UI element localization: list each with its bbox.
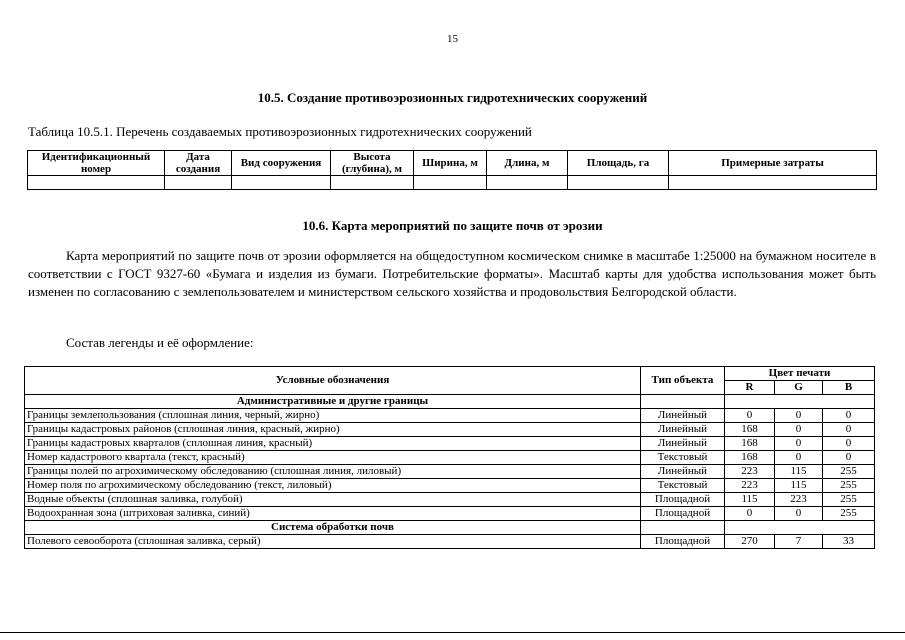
color-r-value: 115 [725, 493, 775, 507]
table-row [25, 437, 875, 451]
legend-item-name: Водоохранная зона (штриховая заливка, синий) [25, 507, 641, 521]
table-cell [28, 176, 165, 190]
table-header-row [28, 151, 877, 176]
col-date: Дата создания [165, 151, 232, 176]
section-heading-10-6: 10.6. Карта мероприятий по защите почв от эрозии [302, 218, 603, 233]
body-paragraph [28, 247, 876, 301]
table-cell [725, 521, 875, 535]
color-r-value: 0 [725, 409, 775, 423]
legend-item-name: Границы землепользования (сплошная линия, черный, жирно) [25, 409, 641, 423]
legend-section-row [25, 521, 875, 535]
legend-item-name: Границы полей по агрохимическому обследованию (сплошная линия, лиловый) [25, 465, 641, 479]
legend-item-type: Линейный [641, 465, 725, 479]
color-r-value: 168 [725, 423, 775, 437]
col-id: Идентификационный номер [28, 151, 165, 176]
table-cell [232, 176, 331, 190]
col-length: Длина, м [487, 151, 568, 176]
color-g-value: 115 [775, 479, 823, 493]
col-area: Площадь, га [568, 151, 669, 176]
color-r-value: 223 [725, 479, 775, 493]
table-row [25, 507, 875, 521]
legend-item-type: Линейный [641, 423, 725, 437]
legend-item-type: Площадной [641, 507, 725, 521]
color-r-value: 270 [725, 535, 775, 549]
legend-header-row [25, 367, 875, 381]
color-r-value: 168 [725, 437, 775, 451]
table-row [25, 423, 875, 437]
page-number: 15 [447, 33, 458, 45]
color-g-value: 0 [775, 507, 823, 521]
table-row [25, 451, 875, 465]
col-g: G [775, 381, 823, 395]
color-b-value: 255 [823, 507, 875, 521]
col-r: R [725, 381, 775, 395]
color-g-value: 0 [775, 423, 823, 437]
col-b: B [823, 381, 875, 395]
legend-section-row [25, 395, 875, 409]
color-b-value: 33 [823, 535, 875, 549]
table-caption: Таблица 10.5.1. Перечень создаваемых противоэрозионных гидротехнических сооружений [28, 124, 532, 139]
color-g-value: 0 [775, 437, 823, 451]
color-g-value: 7 [775, 535, 823, 549]
table-cell [568, 176, 669, 190]
legend-table [24, 366, 875, 549]
color-b-value: 255 [823, 479, 875, 493]
color-g-value: 115 [775, 465, 823, 479]
table-cell [669, 176, 877, 190]
table-cell [165, 176, 232, 190]
page-edge-rule [0, 632, 905, 633]
color-b-value: 255 [823, 493, 875, 507]
legend-item-name: Границы кадастровых районов (сплошная линия, красный, жирно) [25, 423, 641, 437]
col-symbols: Условные обозначения [25, 367, 641, 395]
table-row [25, 535, 875, 549]
table-cell [331, 176, 414, 190]
table-cell [414, 176, 487, 190]
color-g-value: 0 [775, 409, 823, 423]
color-b-value: 0 [823, 451, 875, 465]
color-r-value: 223 [725, 465, 775, 479]
legend-item-name: Границы кадастровых кварталов (сплошная линия, красный) [25, 437, 641, 451]
paragraph-text: Карта мероприятий по защите почв от эрозии оформляется на общедоступном космическом снимке в масштабе 1:25000 на бумажном носителе в соответствии с ГОСТ 9327-60 «Бумага и изделия из бумаги. Потребительские форматы». Масштаб карты для удобства использования может быть изменен по согласованию с землепользователем и министерством сельского хозяйства и продовольствия Белгородской области. [28, 248, 876, 299]
legend-section-title: Система обработки почв [25, 521, 641, 535]
legend-body [25, 395, 875, 549]
legend-item-type: Текстовый [641, 451, 725, 465]
color-r-value: 0 [725, 507, 775, 521]
color-g-value: 223 [775, 493, 823, 507]
table-row-empty [28, 176, 877, 190]
col-width: Ширина, м [414, 151, 487, 176]
table-row [25, 479, 875, 493]
color-b-value: 0 [823, 409, 875, 423]
col-height: Высота (глубина), м [331, 151, 414, 176]
legend-item-type: Линейный [641, 409, 725, 423]
legend-item-name: Водные объекты (сплошная заливка, голубой) [25, 493, 641, 507]
legend-item-type: Текстовый [641, 479, 725, 493]
legend-title: Состав легенды и её оформление: [66, 335, 254, 350]
legend-item-type: Линейный [641, 437, 725, 451]
col-object-type: Тип объекта [641, 367, 725, 395]
color-r-value: 168 [725, 451, 775, 465]
table-row [25, 493, 875, 507]
table-cell [641, 395, 725, 409]
legend-item-name: Номер поля по агрохимическому обследованию (текст, лиловый) [25, 479, 641, 493]
table-cell [641, 521, 725, 535]
structures-table [27, 150, 877, 190]
color-b-value: 0 [823, 423, 875, 437]
col-print-color: Цвет печати [725, 367, 875, 381]
legend-section-title: Административные и другие границы [25, 395, 641, 409]
col-costs: Примерные затраты [669, 151, 877, 176]
col-type: Вид сооружения [232, 151, 331, 176]
legend-item-name: Номер кадастрового квартала (текст, красный) [25, 451, 641, 465]
table-cell [487, 176, 568, 190]
legend-item-type: Площадной [641, 493, 725, 507]
color-g-value: 0 [775, 451, 823, 465]
legend-item-name: Полевого севооборота (сплошная заливка, серый) [25, 535, 641, 549]
color-b-value: 0 [823, 437, 875, 451]
section-heading-10-5: 10.5. Создание противоэрозионных гидротехнических сооружений [257, 90, 648, 105]
table-cell [725, 395, 875, 409]
legend-item-type: Площадной [641, 535, 725, 549]
color-b-value: 255 [823, 465, 875, 479]
table-row [25, 465, 875, 479]
table-row [25, 409, 875, 423]
